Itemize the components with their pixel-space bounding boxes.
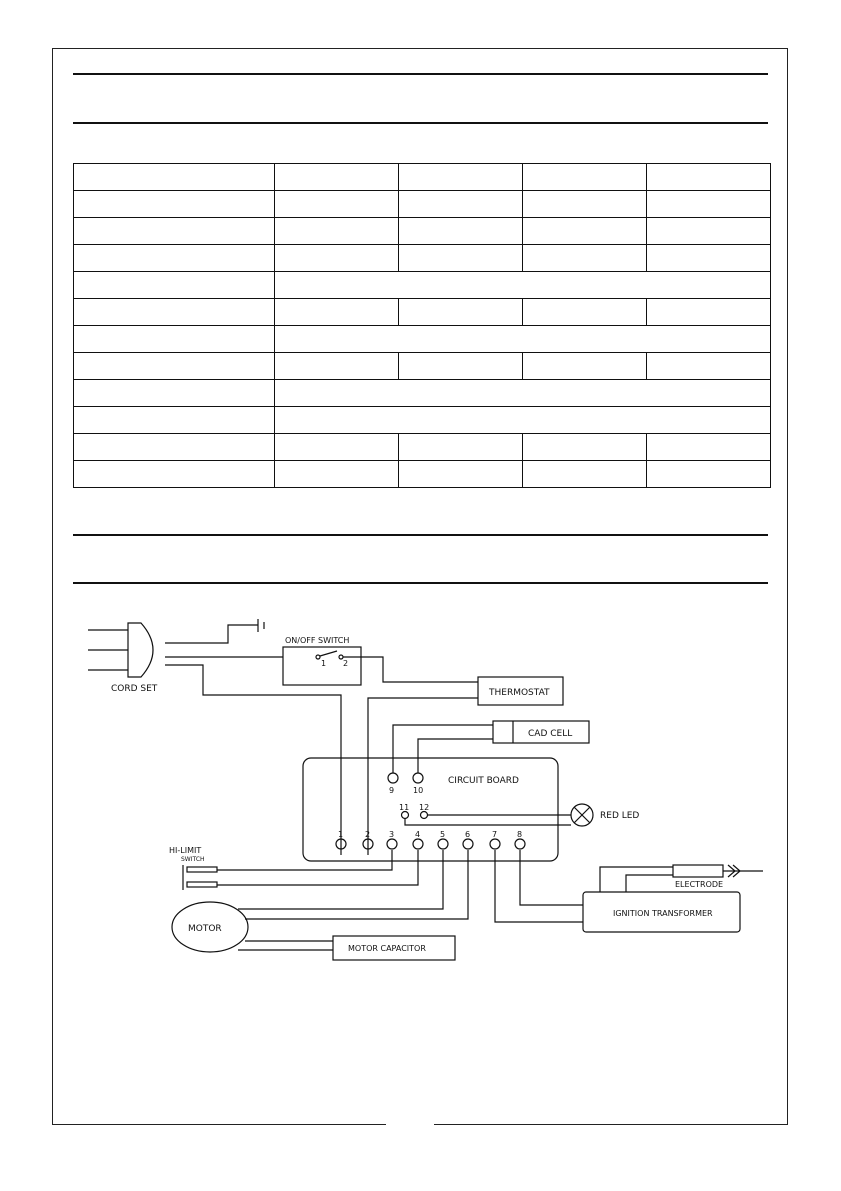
table-cell (275, 299, 399, 326)
table-cell-label (74, 434, 275, 461)
table-cell (275, 434, 399, 461)
electrode-label: ELECTRODE (675, 880, 724, 889)
terminal-11-label: 11 (399, 803, 410, 812)
table-row (74, 218, 771, 245)
terminal-8-label: 8 (517, 830, 523, 839)
table-cell-label (74, 380, 275, 407)
table-cell (523, 299, 647, 326)
terminal-5-label: 5 (440, 830, 446, 839)
specification-table (73, 163, 771, 488)
terminal-7-label: 7 (492, 830, 498, 839)
table-cell (523, 353, 647, 380)
on-off-switch-label: ON/OFF SWITCH (285, 636, 350, 645)
page-number-gap (386, 1122, 434, 1130)
circuit-board-label: CIRCUIT BOARD (448, 776, 519, 786)
table-cell (399, 164, 523, 191)
table-cell (275, 353, 399, 380)
table-cell-label (74, 407, 275, 434)
table-cell-label (74, 326, 275, 353)
table-cell (275, 218, 399, 245)
cad-cell-label: CAD CELL (528, 729, 573, 739)
terminal-6-label: 6 (465, 830, 471, 839)
motor-capacitor-label: MOTOR CAPACITOR (348, 944, 426, 953)
cord-set-label: CORD SET (111, 684, 158, 694)
terminal-9-label: 9 (389, 786, 395, 795)
table-cell (647, 191, 771, 218)
table-cell (275, 164, 399, 191)
switch-pin-1: 1 (321, 659, 327, 668)
table-cell (523, 218, 647, 245)
table-cell-label (74, 191, 275, 218)
table-cell-label (74, 218, 275, 245)
table-cell (399, 434, 523, 461)
cord-set-plug (88, 623, 153, 677)
table-cell (399, 299, 523, 326)
terminal-4-label: 4 (415, 830, 421, 839)
motor-label: MOTOR (188, 924, 222, 934)
table-cell-label (74, 164, 275, 191)
table-cell-label (74, 461, 275, 488)
table-cell (275, 245, 399, 272)
red-led-label: RED LED (600, 811, 640, 821)
section-rule-mid-2 (73, 582, 768, 584)
hi-limit-label: HI-LIMIT (169, 846, 202, 855)
table-cell (523, 191, 647, 218)
terminal-12-label: 12 (419, 803, 430, 812)
table-cell (399, 461, 523, 488)
table-cell (647, 353, 771, 380)
table-cell-label (74, 272, 275, 299)
thermostat-label: THERMOSTAT (489, 688, 550, 698)
table-row (74, 461, 771, 488)
table-row (74, 245, 771, 272)
terminal-12 (421, 812, 428, 819)
terminal-3-label: 3 (389, 830, 395, 839)
table-cell (275, 461, 399, 488)
table-cell-label (74, 353, 275, 380)
table-cell-merged (275, 407, 771, 434)
table-row (74, 380, 771, 407)
table-cell (523, 245, 647, 272)
table-cell (399, 353, 523, 380)
wiring-diagram (73, 605, 763, 970)
table-cell-merged (275, 380, 771, 407)
switch-pin-2: 2 (343, 659, 349, 668)
hi-limit-sub-label: SWITCH (181, 856, 205, 863)
table-row (74, 272, 771, 299)
terminal-2-label: 2 (365, 830, 371, 839)
table-row (74, 407, 771, 434)
table-cell-merged (275, 272, 771, 299)
terminal-row (336, 839, 525, 849)
table-cell-label (74, 299, 275, 326)
table-cell-label (74, 245, 275, 272)
table-cell (647, 434, 771, 461)
table-cell (399, 245, 523, 272)
terminal-10 (413, 773, 423, 783)
table-cell (275, 191, 399, 218)
table-cell (647, 164, 771, 191)
table-row (74, 299, 771, 326)
table-row (74, 353, 771, 380)
table-cell-merged (275, 326, 771, 353)
terminal-9 (388, 773, 398, 783)
electrode (673, 865, 723, 877)
table-cell (647, 218, 771, 245)
table-cell (523, 461, 647, 488)
section-rule-mid-1 (73, 534, 768, 536)
section-rule-top-1 (73, 73, 768, 75)
section-rule-top-2 (73, 122, 768, 124)
table-cell (647, 461, 771, 488)
terminal-10-label: 10 (413, 786, 424, 795)
ignition-transformer-label: IGNITION TRANSFORMER (613, 909, 713, 918)
table-row (74, 434, 771, 461)
table-row (74, 191, 771, 218)
table-cell (399, 218, 523, 245)
table-row (74, 164, 771, 191)
terminal-1-label: 1 (338, 830, 344, 839)
terminal-11 (402, 812, 409, 819)
table-cell (523, 164, 647, 191)
table-row (74, 326, 771, 353)
table-cell (523, 434, 647, 461)
table-cell (647, 299, 771, 326)
table-cell (647, 245, 771, 272)
table-cell (399, 191, 523, 218)
